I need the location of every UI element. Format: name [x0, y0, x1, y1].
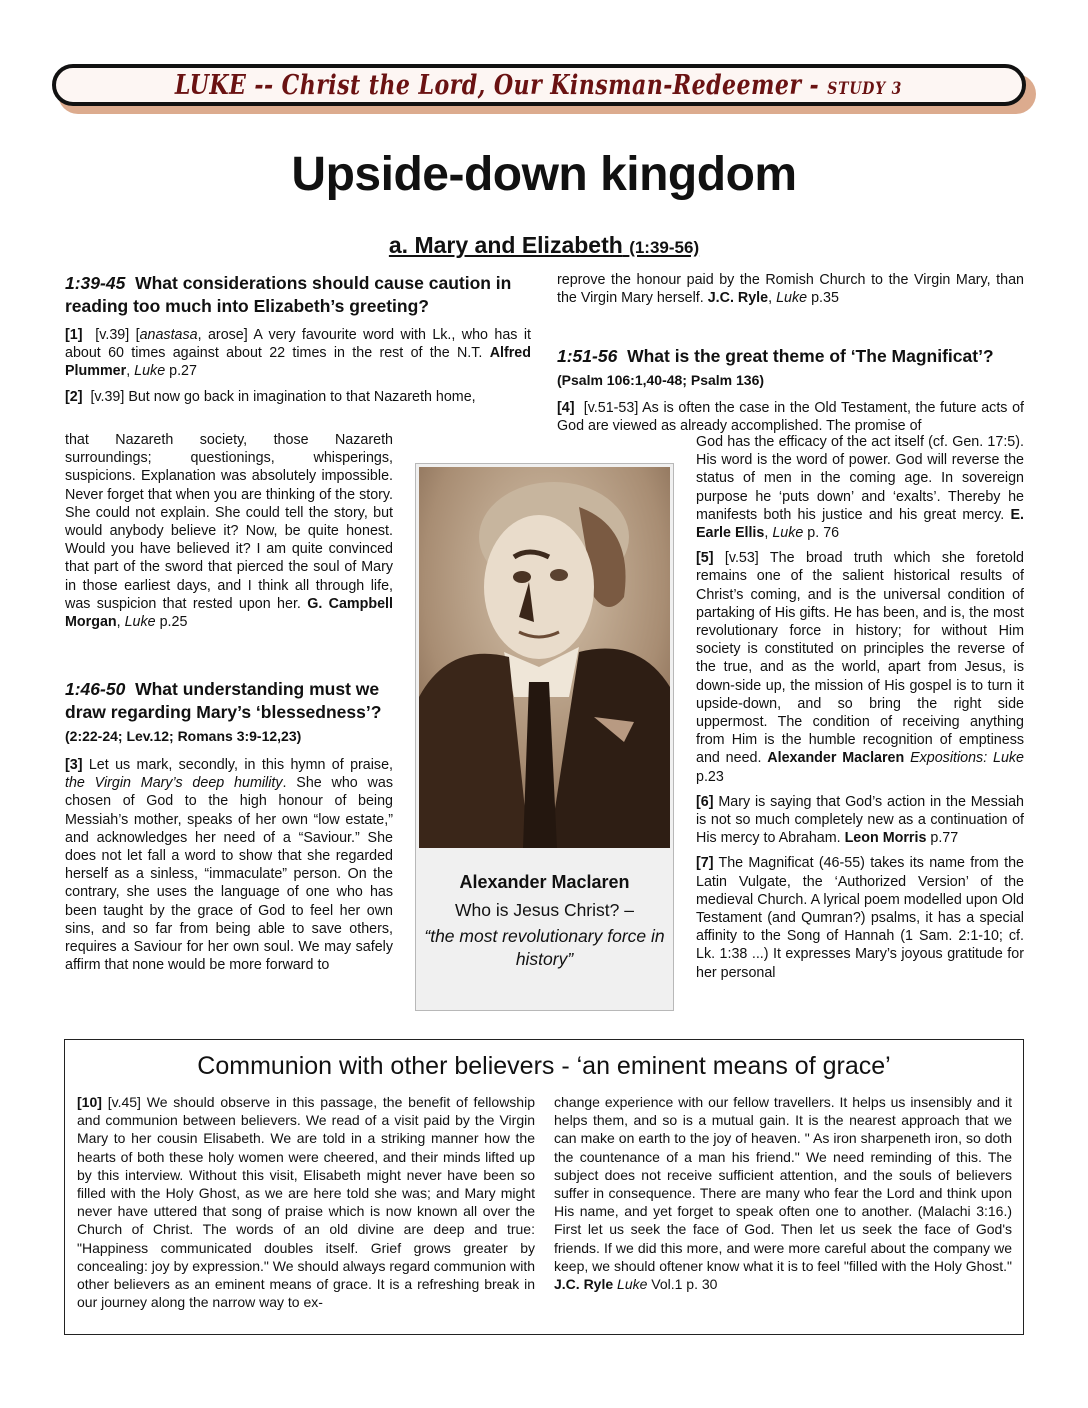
question-3 — [557, 345, 1024, 392]
para-text: [v.51-53] As is often the case in the Old Testament, the future acts of God are viewed as already accomplished. The promise of — [557, 400, 1024, 435]
paragraph-4 — [696, 433, 1024, 542]
page-ref: Vol.1 p. 30 — [647, 1276, 718, 1293]
page-ref: p.23 — [696, 768, 724, 785]
paragraph-2 — [65, 431, 393, 631]
paragraph-3 — [65, 756, 393, 974]
caption-quote: “the most revolutionary force in history” — [424, 926, 665, 969]
series-banner — [52, 64, 1026, 106]
question-3-refs: (Psalm 106:1,40-48; Psalm 136) — [557, 372, 765, 388]
para-number: [6] — [696, 793, 714, 810]
author: E. Earle Ellis — [696, 506, 1024, 542]
question-3-verse: 1:51-56 — [557, 346, 618, 366]
separator: , — [116, 614, 125, 631]
question-2-verse: 1:46-50 — [65, 679, 126, 699]
section-label — [389, 232, 699, 258]
separator: , — [768, 290, 777, 307]
author: G. Campbell Morgan — [65, 595, 393, 631]
portrait-illustration — [419, 467, 670, 848]
book-title: Luke — [134, 363, 166, 380]
question-2-text: What understanding must we draw regarding Mary’s ‘blessedness’? — [65, 679, 382, 722]
para-emphasis: the Virgin Mary’s deep humility — [65, 775, 283, 792]
para-number: [7] — [696, 855, 714, 872]
book-title: Luke — [124, 614, 156, 631]
greek-word: anastasa — [139, 327, 198, 343]
right-column-q3 — [557, 345, 1024, 435]
portrait-card — [415, 463, 674, 1011]
question-1-text: What considerations should cause caution in reading too much into Elizabeth’s greeting? — [65, 273, 512, 316]
para-text: change experience with our fellow travellers. It helps us insensibly and it helps them, and so is a mutual gain. It is the nearest approach that we can make on earth to the joy of heaven. " As iron sharpeneth iron, so doth the countenance of a man his friend." We need reminding of this. The subject does not receive sufficient attention, and the souls of believers suffer in consequence. There are many who fear the Lord and think upon His name, and yet forget to speak often one to another. (Malachi 3:16.) First let us seek the face of God. Then let us seek the face of God's friends. If we did this more, and were more careful about the company we keep, we should oftener know what it is to feel "filled with the Holy Ghost." — [554, 1094, 1012, 1274]
section-heading — [0, 232, 1088, 259]
page-ref: p.77 — [926, 830, 959, 847]
box-left-column — [77, 1093, 535, 1311]
paragraph-3-continued — [557, 271, 1024, 307]
caption-name: Alexander Maclaren — [459, 872, 630, 892]
para-number: [5] — [696, 550, 714, 567]
para-number: [2] — [65, 388, 83, 405]
para-number: [10] — [77, 1094, 102, 1110]
para-number: [4] — [557, 400, 575, 416]
section-ref: (1:39-56) — [629, 238, 700, 257]
study-number: STUDY 3 — [827, 78, 903, 99]
paragraph-6 — [696, 793, 1024, 848]
para-text: [v.53] The broad truth which she foretold remains one of the salient historical results of Christ’s coming, and is the universal condition of partaking of His gifts. He has been, and is, the most revolutionary force in history; for without Him society is constituted on principles the reverse of the true, and as the world, apart from Jesus, is down-side up, the mission of His gospel is to turn it upside-down, and so bring the right side uppermost. The condition of receiving anything from Him is the humble recognition of emptiness and need. — [696, 550, 1024, 767]
box-right-column — [554, 1093, 1012, 1293]
para-text: The Magnificat (46-55) takes its name from the Latin Vulgate, the ‘Authorized Version’ of the medieval Church. A lyrical poem modelled upon Old Testament (and Qumran?) psalms, it has a special affinity to the Song of Hannah (1 Sam. 2:1-10; cf. Lk. 1:38 ...) It expresses Mary’s joyous gratitude for her personal — [696, 855, 1024, 981]
para-text: Mary is saying that God’s action in the Messiah is not so much completely new as a continuation of His mercy to Abraham. — [696, 793, 1024, 847]
para-text: [v.39] But now go back in imagination to that Nazareth home, — [90, 388, 476, 405]
para-text: Let us mark, secondly, in this hymn of praise, — [82, 757, 393, 773]
page-ref: p.25 — [155, 614, 188, 631]
para-text: that Nazareth society, those Nazareth surroundings; questionings, whisperings, suspicions. Explanation was absolutely impossible. Never forget that when you are thinking of the story. She could not explain. She could tell the story, but would anybody believe it? Now, be quite honest. Would you have believed it? I am quite convinced that part of the sword that pierced the soul of Mary in those earliest days, and I think all through life, was suspicion that rested upon her. — [65, 432, 393, 612]
portrait-caption — [416, 869, 673, 971]
book-title: Expositions: Luke — [904, 750, 1024, 767]
question-2 — [65, 678, 393, 748]
left-column-q2 — [65, 678, 393, 981]
section-label-text: a. Mary and Elizabeth — [388, 232, 623, 258]
book-title: Luke — [772, 525, 804, 542]
separator: , — [764, 525, 773, 542]
para-text: , arose] A very favourite word with Lk., who has it about 60 times against about 22 times in the rest of the N.T. — [65, 327, 531, 362]
para-text: God has the efficacy of the act itself (cf. Gen. 17:5). His word is the word of power. God will reverse the status of men in the coming age. In sovereign purpose he ‘puts down’ and ‘exalts’. Thereby he manifests both his justice and his great mercy. — [696, 434, 1024, 523]
paragraph-7 — [696, 854, 1024, 981]
para-number: [1] — [65, 327, 83, 343]
author: J.C. Ryle — [554, 1276, 614, 1293]
sidebar-box-communion — [64, 1039, 1024, 1335]
separator: , — [126, 363, 135, 380]
para-text: [v.45] We should observe in this passage, the benefit of fellowship and communion between believers. We read of a visit paid by the Virgin Mary to her cousin Elisabeth. We are told in a striking manner how the hearts of both these holy women were cheered, and their minds lifted up by this interview. Without this visit, Elisabeth might never have been so filled with the Holy Ghost, as we are here told she was; and Mary might never have uttered that song of praise which is now known all over the Church of Christ. The words of an old divine are deep and true: "Happiness communicated doubles itself. Grief grows greater by concealing: joy by expression." We should always regard communion with other believers as an eminent means of grace. It is a refreshing break in our journey along the narrow way to ex- — [77, 1094, 535, 1311]
question-1-verse: 1:39-45 — [65, 273, 126, 293]
series-title — [175, 70, 902, 101]
right-column-top — [557, 271, 1024, 314]
para-text: [v.39] [ — [95, 327, 140, 343]
series-title-text: LUKE -- Christ the Lord, Our Kinsman-Redeemer - — [175, 69, 828, 101]
paragraph-10-continued — [554, 1093, 1012, 1293]
page-ref: p. 76 — [803, 525, 840, 542]
author: Leon Morris — [844, 830, 927, 847]
paragraph-1 — [65, 326, 531, 381]
para-text: reprove the honour paid by the Romish Church to the Virgin Mary, than the Virgin Mary herself. — [557, 272, 1024, 307]
portrait-photo — [419, 467, 670, 848]
page-title: Upside-down kingdom — [291, 148, 797, 201]
book-title: Luke — [776, 290, 808, 307]
page-ref: p.35 — [807, 290, 839, 307]
author: Alexander Maclaren — [767, 750, 905, 767]
right-column-narrow — [696, 433, 1024, 989]
author: Alfred Plummer — [65, 345, 531, 380]
para-text: . She who was chosen of God to the high honour of being Messiah’s mother, speaks of her own “low estate,” and acknowledges her need of a “Saviour.” She does not let fall a word to show that she regarded herself as a sinless, “immaculate” person. On the contrary, she uses the language of one who has been taught by the grace of God to feel her own sins, and so far from being able to save others, requires a Saviour for her own soul. We may safely affirm that none would be more forward to — [65, 775, 393, 974]
left-column-narrow — [65, 431, 393, 638]
question-3-text: What is the great theme of ‘The Magnificat’? — [627, 346, 994, 366]
caption-question: Who is Jesus Christ? – — [455, 900, 634, 920]
question-1 — [65, 272, 531, 318]
para-number: [3] — [65, 757, 83, 773]
page-ref: p.27 — [165, 363, 197, 380]
paragraph-5 — [696, 549, 1024, 786]
paragraph-10 — [77, 1093, 535, 1311]
paragraph-2-lead — [65, 388, 531, 406]
left-column-top — [65, 272, 531, 406]
box-title: Communion with other believers - ‘an eminent means of grace’ — [197, 1052, 891, 1080]
paragraph-4-lead — [557, 399, 1024, 435]
author: J.C. Ryle — [707, 290, 769, 307]
question-2-refs: (2:22-24; Lev.12; Romans 3:9-12,23) — [65, 728, 302, 744]
book-title: Luke — [613, 1276, 648, 1293]
